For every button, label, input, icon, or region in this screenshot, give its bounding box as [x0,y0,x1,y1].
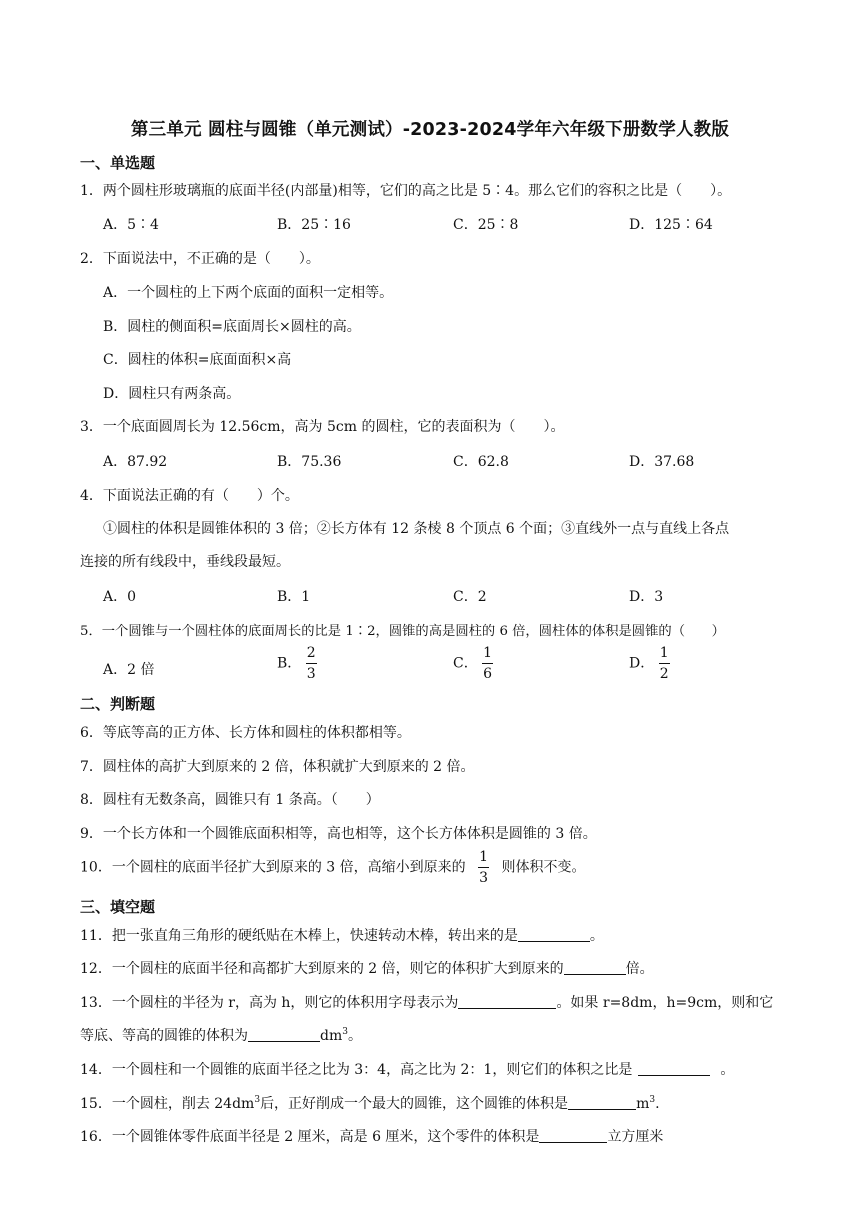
section-heading-true-false: 二、判断题 [80,695,156,713]
q10-fraction [478,850,489,885]
q13-unit: dm [320,1028,343,1044]
q5-option-b-label: B． [277,655,302,672]
question-14 [80,1059,734,1079]
fraction-numerator: 1 [478,850,489,868]
q4-option-d: D．3 [629,589,664,605]
question-12 [80,958,654,978]
q1-option-d: D．125∶64 [629,217,713,233]
question-10 [80,850,585,885]
q13-text-line-2: 等底、等高的圆锥的体积为 [80,1028,248,1044]
q5-option-b-fraction [306,646,317,681]
q5-option-d-fraction [659,646,670,681]
question-7: 7．圆柱体的高扩大到原来的 2 倍，体积就扩大到原来的 2 倍。 [80,759,475,775]
q13-text-after: 。 [347,1028,362,1044]
q15-text-middle: 后，正好削成一个最大的圆锥，这个圆锥的体积是 [260,1096,569,1112]
q16-text-after: 立方厘米 [607,1129,664,1145]
q2-option-c: C．圆柱的体积=底面面积×高 [103,352,292,368]
q2-option-d: D．圆柱只有两条高。 [103,386,241,402]
question-16 [80,1126,663,1146]
fraction-numerator: 2 [306,646,317,664]
answer-blank[interactable] [458,994,556,1009]
question-3: 3．一个底面圆周长为 12.56cm，高为 5cm 的圆柱，它的表面积为（ ）。 [80,419,565,435]
q4-option-c: C．2 [453,589,487,605]
q15-exponent: 3 [254,1095,261,1105]
q5-option-c-fraction [482,646,493,681]
answer-blank[interactable] [539,1128,607,1143]
q12-text: 12．一个圆柱的底面半径和高都扩大到原来的 2 倍，则它的体积扩大到原来的 [80,961,564,977]
q1-option-c: C．25∶8 [453,217,519,233]
q14-text: 14．一个圆柱和一个圆锥的底面半径之比为 3：4，高之比为 2：1，则它们的体积之比是 [80,1062,633,1078]
fraction-numerator: 1 [659,646,670,664]
q5-option-c-label: C． [453,655,478,672]
q5-option-c [453,646,493,681]
question-4: 4．下面说法正确的有（ ）个。 [80,488,299,504]
q13-text: 13．一个圆柱的半径为 r，高为 h，则它的体积用字母表示为 [80,995,459,1011]
q3-option-a: A．87.92 [103,454,168,470]
section-heading-single-choice: 一、单选题 [80,154,156,172]
q5-option-d [629,646,670,681]
q2-option-b: B．圆柱的侧面积=底面周长×圆柱的高。 [103,319,361,335]
q12-text-after: 倍。 [625,961,654,977]
question-1: 1．两个圆柱形玻璃瓶的底面半径(内部量)相等，它们的高之比是 5∶4。那么它们的容积之比是（ ）。 [80,183,732,199]
fraction-denominator: 3 [479,870,488,886]
q13-unit-exponent: 3 [342,1027,348,1037]
q5-option-b [277,646,317,681]
q3-option-c: C．62.8 [453,454,509,470]
fraction-numerator: 1 [482,646,493,664]
q4-statements-line-2: 连接的所有线段中，垂线段最短。 [80,554,290,570]
fraction-denominator: 6 [483,666,493,682]
q10-text-before: 10．一个圆柱的底面半径扩大到原来的 3 倍，高缩小到原来的 [80,859,466,876]
document-title: 第三单元 圆柱与圆锥（单元测试）-2023-2024学年六年级下册数学人教版 [130,120,730,140]
q15-unit: m [636,1096,650,1112]
q4-statements-line-1: ①圆柱的体积是圆锥体积的 3 倍；②长方体有 12 条棱 8 个顶点 6 个面；③直线外一点与直线上各点 [103,521,730,537]
question-11 [80,925,604,945]
q11-text-after: 。 [589,928,604,944]
question-5: 5．一个圆锥与一个圆柱体的底面周长的比是 1∶2，圆锥的高是圆柱的 6 倍，圆柱体的体积是圆锥的（ ） [80,624,725,639]
q16-text: 16．一个圆锥体零件底面半径是 2 厘米，高是 6 厘米，这个零件的体积是 [80,1129,540,1145]
answer-blank[interactable] [638,1061,710,1076]
answer-blank[interactable] [564,960,626,975]
q1-option-a: A．5∶4 [103,217,159,233]
question-13-line-2 [80,1025,362,1045]
question-15 [80,1093,660,1113]
answer-blank[interactable] [568,1095,636,1110]
fraction-denominator: 2 [659,666,669,682]
answer-blank[interactable] [518,927,590,942]
q10-text-after: 则体积不变。 [501,859,586,876]
fraction-denominator: 3 [306,666,316,682]
question-2: 2．下面说法中，不正确的是（ ）。 [80,251,320,267]
q3-option-d: D．37.68 [629,454,695,470]
q3-option-b: B．75.36 [277,454,342,470]
q15-unit-exponent: 3 [649,1095,656,1105]
q15-text-after: . [655,1096,660,1112]
question-13 [80,992,773,1012]
q2-option-a: A．一个圆柱的上下两个底面的面积一定相等。 [103,285,394,301]
answer-blank[interactable] [248,1027,320,1042]
q4-option-a: A．0 [103,589,137,605]
q13-text-middle: 。如果 r=8dm，h=9cm，则和它 [556,995,774,1011]
section-heading-fill-in: 三、填空题 [80,898,156,916]
q14-text-after: 。 [720,1062,735,1078]
q5-option-d-label: D． [629,655,655,672]
q4-option-b: B．1 [277,589,311,605]
question-9: 9．一个长方体和一个圆锥底面积相等，高也相等，这个长方体体积是圆锥的 3 倍。 [80,826,597,842]
q11-text: 11．把一张直角三角形的硬纸贴在木棒上，快速转动木棒，转出来的是 [80,928,518,944]
question-8: 8．圆柱有无数条高，圆锥只有 1 条高。（ ） [80,792,380,808]
q5-option-a: A．2 倍 [103,662,155,678]
question-6: 6．等底等高的正方体、长方体和圆柱的体积都相等。 [80,725,411,741]
q1-option-b: B．25∶16 [277,217,351,233]
q15-text: 15．一个圆柱，削去 24dm [80,1096,255,1112]
